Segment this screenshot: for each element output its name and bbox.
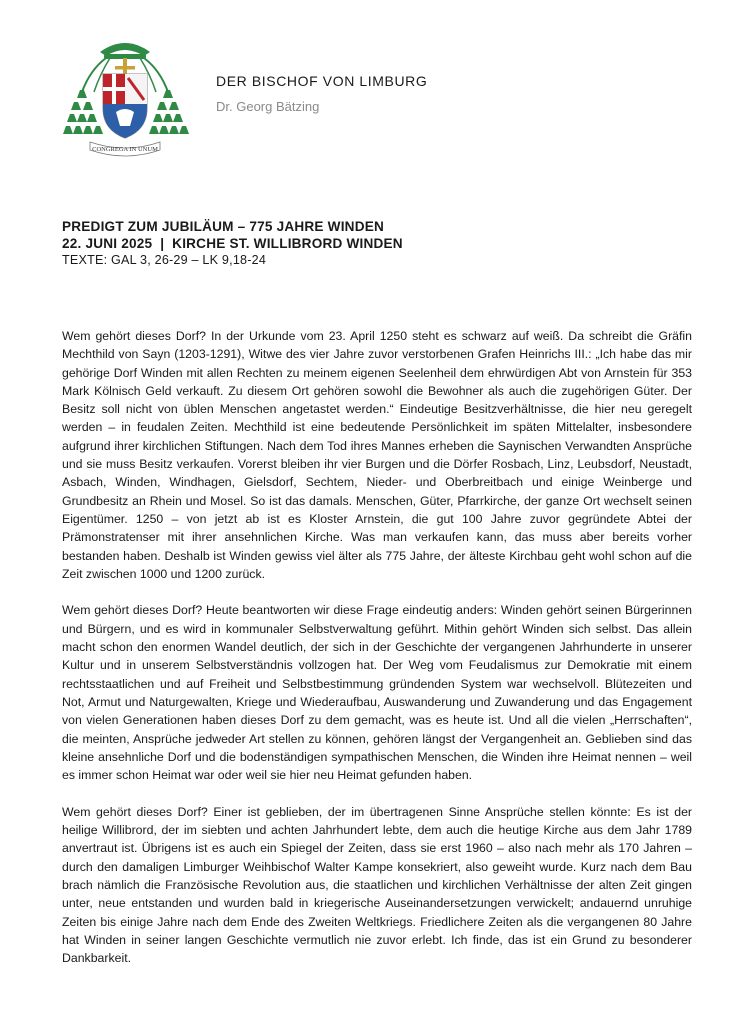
scripture-readings: TEXTE: GAL 3, 26-29 – LK 9,18-24 (62, 253, 267, 267)
paragraph-1: Wem gehört dieses Dorf? In der Urkunde vom 23. April 1250 steht es schwarz auf weiß. Da schreibt die Gräfin Mechthild von Sayn (1203-1291), Witwe des vier Jahre zuvor verstorbenen Grafen Heinrichs III.: „Ich habe das mir gehörige Dorf Winden mit allen Rechten zu meinem eigenen Seelenheil dem ehrwürdigen Abt von Arnstein für 353 Mark Kölnisch Geld verkauft. Zu diesem Ort gehören sowohl die Bewohner als auch die zugehörigen Güter. Der Besitz soll nicht von üblen Menschen angetastet werden.“ Eindeutige Besitzverhältnisse, die hier neu geregelt werden – in feudalen Zeiten. Mechthild ist eine bedeutende Persönlichkeit im späten Mittelalter, insbesondere aufgrund ihrer kirchlichen Stiftungen. Nach dem Tod ihres Mannes erheben die Saynischen Verwandten Ansprüche und sie muss Besitz verkaufen. Vorerst bleiben ihr vier Burgen und die Dörfer Rosbach, Linz, Leubsdorf, Neustadt, Asbach, Winden, Windhagen, Gielsdorf, Sechtem, Nieder- und Oberbreitbach und einige Weinberge und Grundbesitz an Rhein und Mosel. So ist das damals. Menschen, Güter, Pfarrkirche, der ganze Ort wechselt seinen Eigentümer. 1250 – von jetzt ab ist es Kloster Arnstein, die gut 100 Jahre zuvor gegründete Abtei der Prämonstratenser mit ihrer ansehnlichen Kirche. Was man verkaufen kann, das muss aber bereits vorher bestanden haben. Deshalb ist Winden gewiss viel älter als 775 Jahre, der älteste Kirchbau geht wohl schon auf die Zeit zwischen 1000 und 1200 zurück. (62, 329, 692, 581)
crest-motto: CONGREGA IN UNUM (92, 146, 158, 153)
organization-name: DER BISCHOF VON LIMBURG (216, 73, 428, 89)
paragraph-2: Wem gehört dieses Dorf? Heute beantworten wir diese Frage eindeutig anders: Winden gehört seinen Bürgerinnen und Bürgern, und es wird in kommunaler Selbstverwaltung geführt. Mithin gehört Winden sich selbst. Das allein macht schon den enormen Wandel deutlich, der sich in der Geschichte der vergangenen Jahrhunderte in unserer Kultur und in unserem Selbstverständnis vollzogen hat. Der Weg vom Feudalismus zur Demokratie mit einem rechtsstaatlichen und auf Freiheit und Selbstbestimmung gründenden System war wechselvoll. Blütezeiten und Not, Armut und Naturgewalten, Kriege und Wiederaufbau, Auswanderung und Zuwanderung und das Engagement von vielen Generationen haben dieses Dorf zu dem gemacht, was es heute ist. Und all die vielen „Herrschaften“, die meinten, Ansprüche jedweder Art stellen zu können, gehören längst der Vergangenheit an. Geblieben sind das kleine ansehnliche Dorf und die bodenständigen sympathischen Menschen, die Winden ihre Heimat nennen – weil es immer schon Heimat war oder weil sie hier neu Heimat gefunden haben. (62, 603, 692, 783)
sermon-body (62, 327, 692, 986)
bishop-name: Dr. Georg Bätzing (216, 99, 320, 114)
paragraph-3: Wem gehört dieses Dorf? Einer ist geblieben, der im übertragenen Sinne Ansprüche stellen könnte: Es ist der heilige Willibrord, der im siebten und achten Jahrhundert lebte, dem auch die heutige Kirche aus dem Jahr 1789 anvertraut ist. Übrigens ist es auch ein Spiegel der Zeiten, dass sie erst 1960 – also nach mehr als 170 Jahren – durch den damaligen Limburger Weihbischof Walter Kampe konsekriert, also geweiht wurde. Kurz nach dem Bau brach nämlich die Französische Revolution aus, die staatlichen und kirchlichen Verhältnisse der alten Zeit gingen unter, neue entstanden und wurden bald in kriegerische Auseinandersetzungen verwickelt; andauernd unruhige Zeiten bis einige Jahre nach dem Ende des Zweiten Weltkriegs. Friedlichere Zeiten als die vergangenen 80 Jahre hat Winden in seiner langen Geschichte vermutlich nie zuvor erlebt. Ich finde, das ist ein Grund zu besonderer Dankbarkeit. (62, 804, 692, 966)
sermon-title-block (62, 218, 692, 269)
coat-of-arms-logo (60, 30, 190, 160)
sermon-title: PREDIGT ZUM JUBILÄUM – 775 JAHRE WINDEN (62, 219, 385, 234)
sermon-date-location: 22. JUNI 2025 | KIRCHE ST. WILLIBRORD WINDEN (62, 236, 403, 251)
